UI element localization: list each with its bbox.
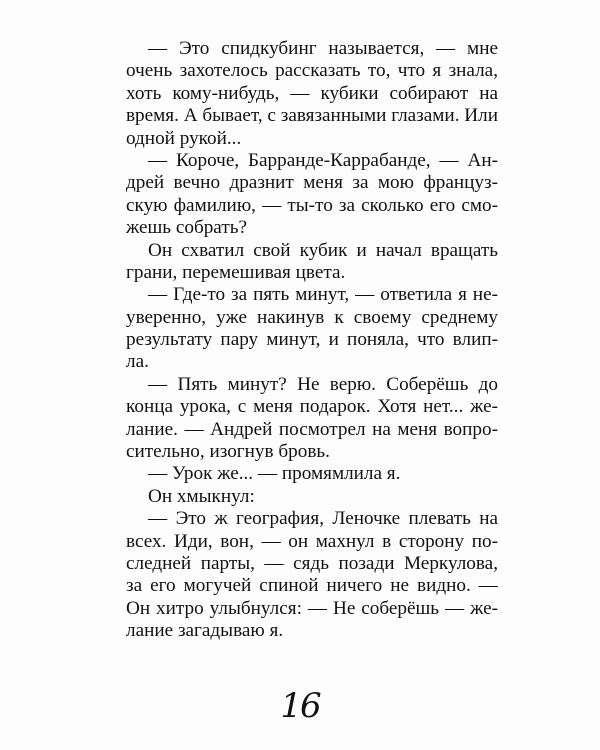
text-line: всех. Иди, вон, — он махнул в сторону по-	[126, 530, 498, 552]
text-line: Он схватил свой кубик и начал вращать	[148, 239, 498, 261]
text-line: лание загадываю я.	[126, 620, 284, 642]
text-line: Он хмыкнул:	[148, 485, 255, 507]
text-line: — Короче, Барранде-Каррабанде, — Ан-	[148, 149, 498, 171]
text-line: уверенно, уже накинув к своему среднему	[126, 306, 498, 328]
page-text	[126, 38, 498, 643]
text-line: за его могучей спиной ничего не видно. —	[126, 575, 498, 597]
text-line: — Это ж география, Леночке плевать на	[148, 508, 498, 530]
text-line: конца урока, с меня подарок. Хотя нет... же-	[126, 396, 498, 418]
text-line: — Это спидкубинг называется, — мне	[148, 38, 498, 59]
text-line: хоть кому-нибудь, — кубики собирают на	[126, 82, 498, 104]
text-line: дрей вечно дразнит меня за мою француз-	[126, 172, 498, 194]
text-line: скую фамилию, — ты-то за сколько его смо-	[126, 194, 498, 216]
page-number: 16	[280, 686, 320, 726]
text-line: лание. — Андрей посмотрел на меня вопро-	[126, 418, 498, 440]
text-line: одной рукой...	[126, 127, 242, 149]
text-line: следней парты, — сядь позади Меркулова,	[126, 552, 498, 574]
text-line: время. А бывает, с завязанными глазами. Или	[126, 105, 498, 127]
text-line: — Где-то за пять минут, — ответила я не-	[148, 284, 498, 306]
text-line: результату пару минут, и поняла, что влип-	[126, 329, 498, 351]
text-line: ла.	[126, 351, 149, 373]
text-line: грани, перемешивая цвета.	[126, 261, 346, 283]
text-line: Он хитро улыбнулся: — Не соберёшь — же-	[126, 597, 498, 619]
text-line: очень захотелось рассказать то, что я знала,	[126, 60, 498, 82]
text-line: — Урок же... — промямлила я.	[148, 463, 401, 485]
text-line: жешь собрать?	[126, 217, 247, 239]
text-line: — Пять минут? Не верю. Соберёшь до	[148, 373, 498, 395]
text-line: сительно, изогнув бровь.	[126, 441, 330, 463]
